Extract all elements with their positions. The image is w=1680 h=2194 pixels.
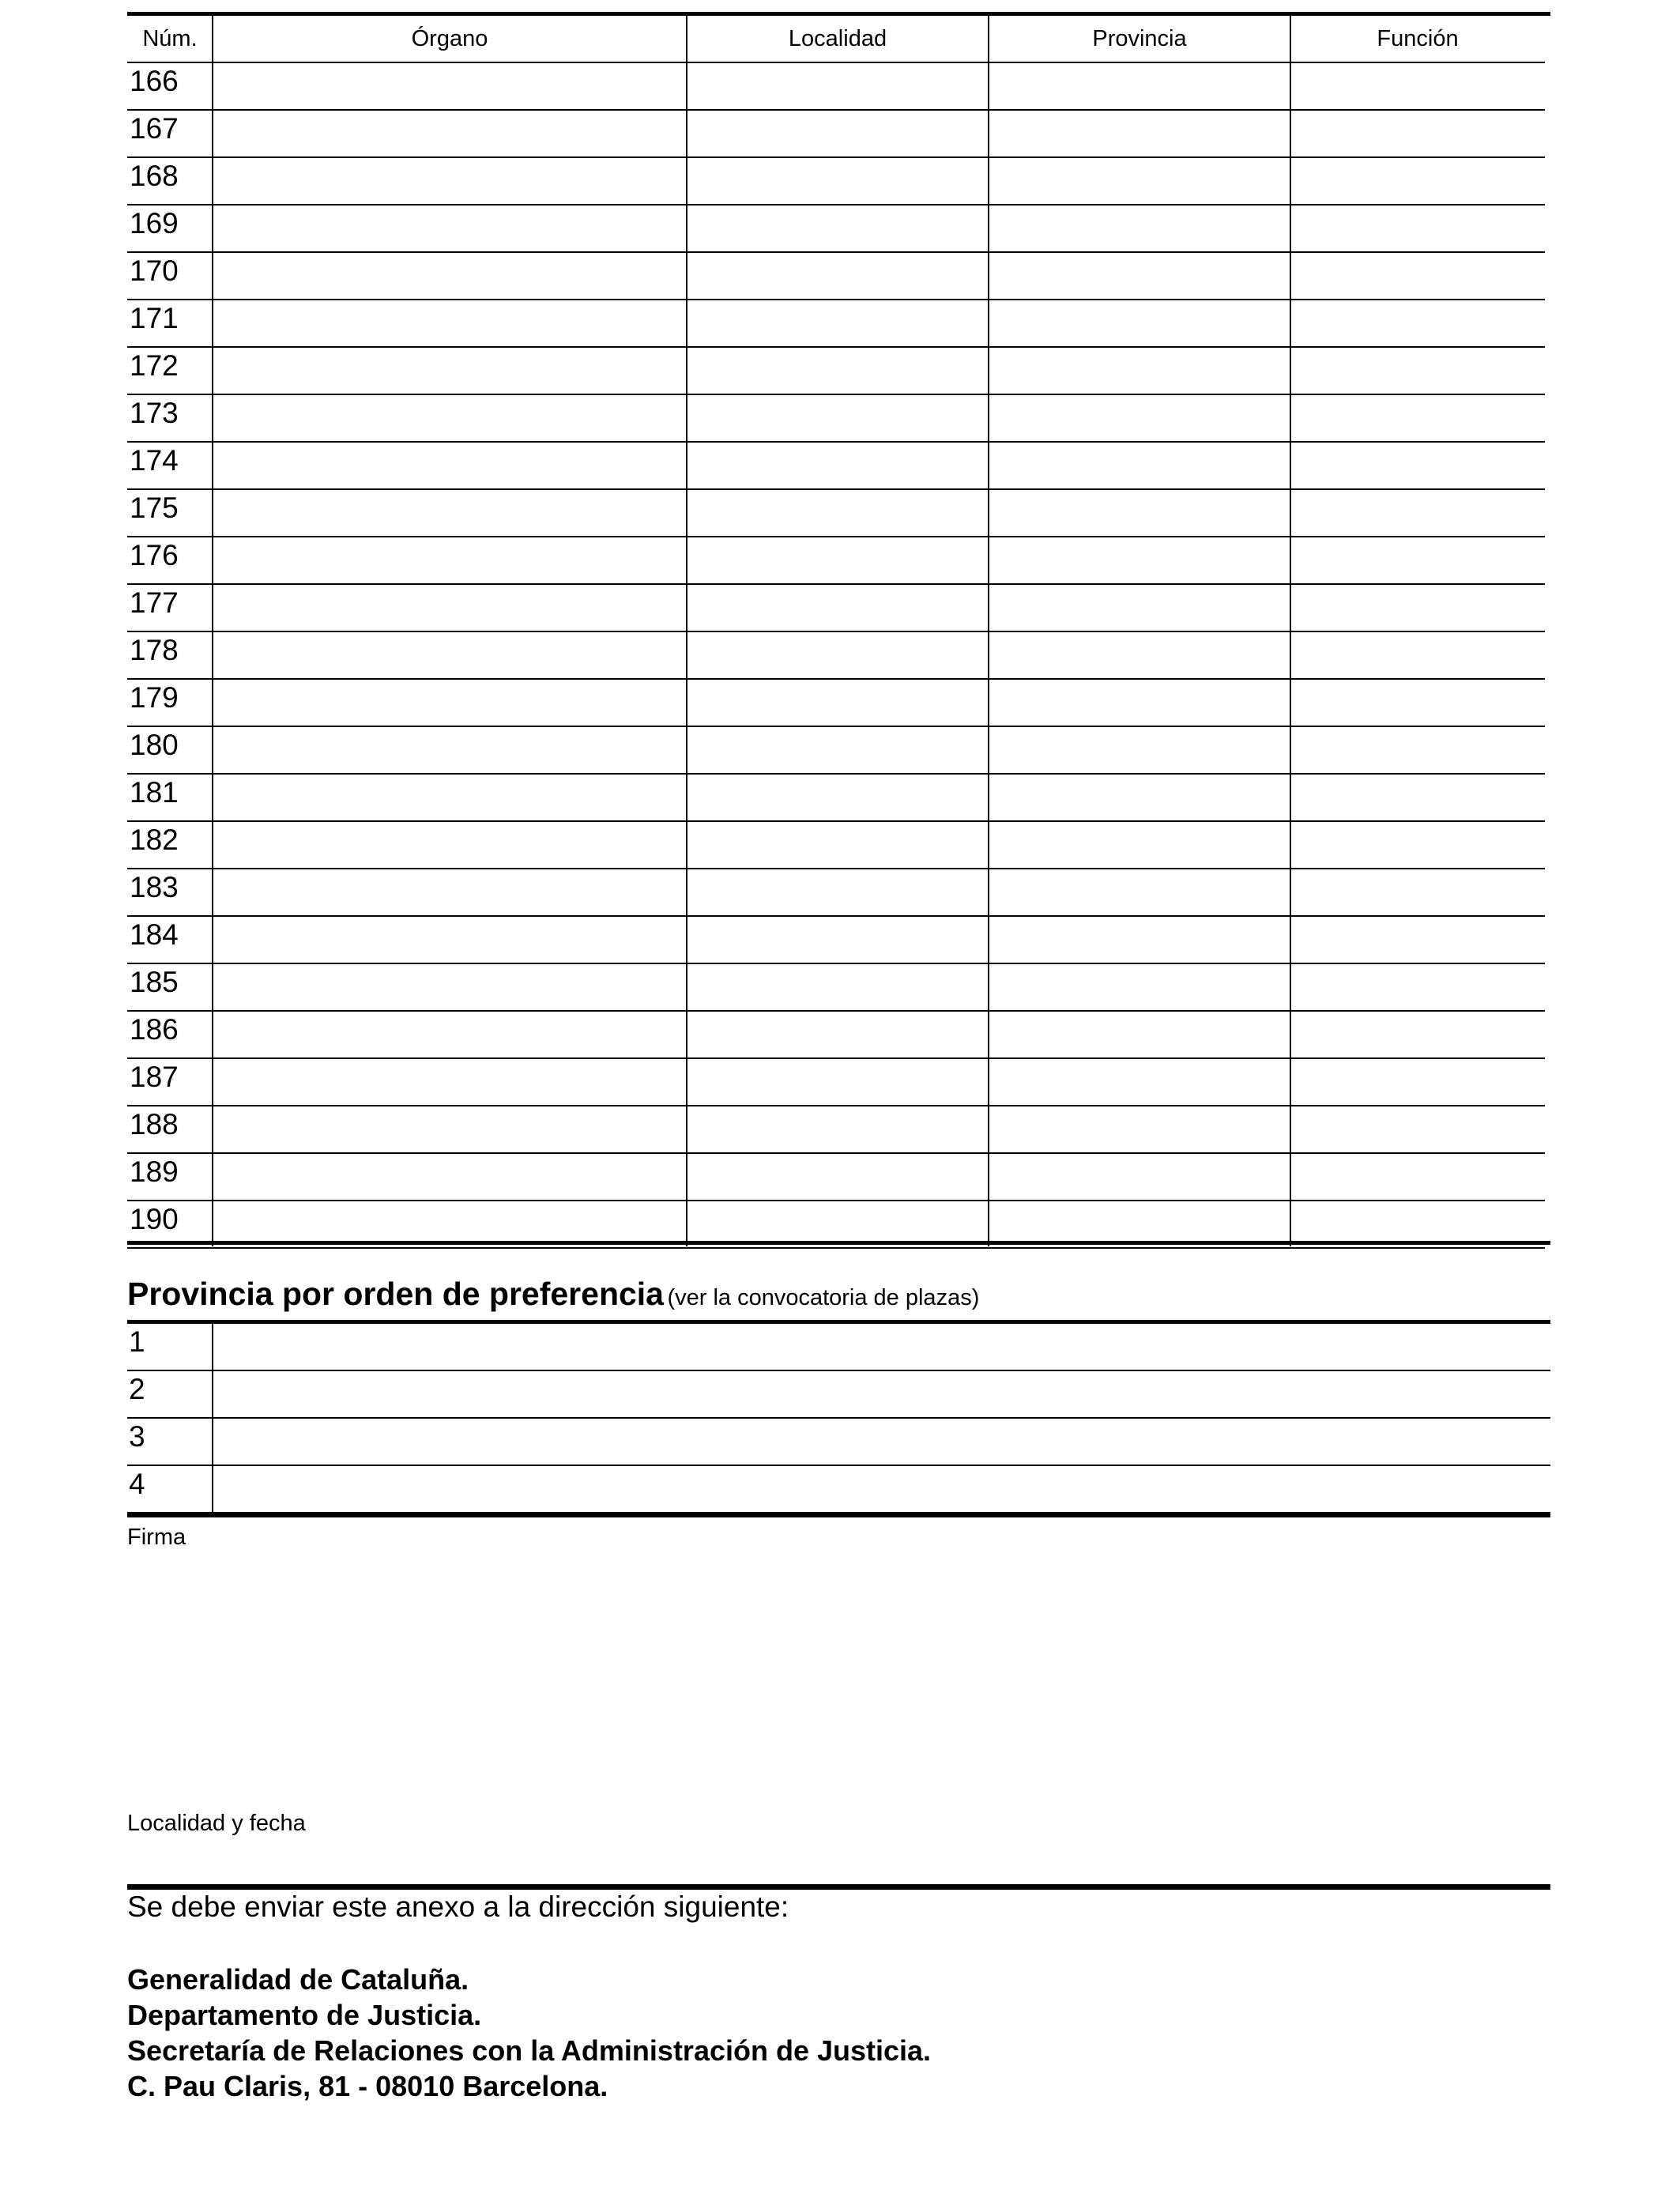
row-number: 175 — [130, 492, 179, 524]
localidad-cell[interactable] — [687, 490, 989, 536]
provincia-cell[interactable] — [989, 348, 1290, 394]
table-bottom-rule — [127, 1241, 1550, 1245]
provincia-row-number: 1 — [129, 1325, 145, 1358]
provincia-row-number: 2 — [129, 1373, 145, 1405]
funcion-cell[interactable] — [1290, 253, 1545, 299]
provincia-row-number: 3 — [129, 1420, 145, 1453]
row-number: 172 — [130, 349, 179, 382]
localidad-cell[interactable] — [687, 1154, 989, 1200]
localidad-cell[interactable] — [687, 869, 989, 915]
organo-cell[interactable] — [213, 632, 687, 678]
row-number: 180 — [130, 729, 179, 761]
localidad-cell[interactable] — [687, 964, 989, 1010]
funcion-cell[interactable] — [1290, 727, 1545, 773]
provincia-cell[interactable] — [989, 1106, 1290, 1152]
localidad-cell[interactable] — [687, 917, 989, 963]
funcion-cell[interactable] — [1290, 1106, 1545, 1152]
localidad-cell[interactable] — [687, 537, 989, 583]
table-row — [127, 1012, 1545, 1059]
table-row — [127, 443, 1545, 490]
organo-cell[interactable] — [213, 158, 687, 204]
table-row — [127, 917, 1545, 964]
row-number: 184 — [130, 918, 179, 951]
organo-cell[interactable] — [213, 775, 687, 820]
table-row — [127, 775, 1545, 822]
table-row — [127, 822, 1545, 869]
organo-cell[interactable] — [213, 443, 687, 488]
localidad-cell[interactable] — [687, 111, 989, 156]
funcion-cell[interactable] — [1290, 443, 1545, 488]
row-number: 185 — [130, 966, 179, 998]
table-header — [127, 16, 1545, 63]
provincia-section-title — [127, 1276, 979, 1313]
funcion-cell[interactable] — [1290, 869, 1545, 915]
row-number: 169 — [130, 207, 179, 239]
provincia-note: (ver la convocatoria de plazas) — [667, 1285, 980, 1310]
organo-cell[interactable] — [213, 1012, 687, 1057]
address-line: Departamento de Justicia. — [127, 1999, 482, 2031]
column-divider — [1290, 16, 1291, 1246]
localidad-cell[interactable] — [687, 1106, 989, 1152]
header-provincia: Provincia — [1092, 25, 1187, 51]
table-row — [127, 632, 1545, 680]
row-number: 178 — [130, 634, 179, 666]
table-row — [127, 490, 1545, 537]
funcion-cell[interactable] — [1290, 585, 1545, 631]
provincia-cell[interactable] — [989, 205, 1290, 251]
provincia-cell[interactable] — [989, 775, 1290, 820]
funcion-cell[interactable] — [1290, 300, 1545, 346]
localidad-cell[interactable] — [687, 395, 989, 441]
organo-cell[interactable] — [213, 300, 687, 346]
provincia-input-cell[interactable] — [213, 1324, 1550, 1370]
header-funcion: Función — [1377, 25, 1459, 51]
table-row — [127, 1106, 1545, 1154]
localidad-cell[interactable] — [687, 585, 989, 631]
table-row — [127, 63, 1545, 111]
row-number: 182 — [130, 824, 179, 856]
provincia-cell[interactable] — [989, 537, 1290, 583]
row-number: 183 — [130, 871, 179, 903]
provincia-input-cell[interactable] — [213, 1419, 1550, 1465]
provincia-cell[interactable] — [989, 300, 1290, 346]
provincia-cell[interactable] — [989, 680, 1290, 726]
provincia-cell[interactable] — [989, 490, 1290, 536]
row-number: 168 — [130, 160, 179, 192]
table-row — [127, 727, 1545, 775]
provincia-cell[interactable] — [989, 443, 1290, 488]
table-row — [127, 869, 1545, 917]
provincia-cell[interactable] — [989, 1012, 1290, 1057]
localidad-cell[interactable] — [687, 300, 989, 346]
funcion-cell[interactable] — [1290, 632, 1545, 678]
localidad-cell[interactable] — [687, 1012, 989, 1057]
column-divider — [212, 16, 213, 1246]
header-organo: Órgano — [411, 25, 488, 51]
table-row — [127, 1059, 1545, 1106]
organo-cell[interactable] — [213, 1154, 687, 1200]
table-row — [127, 395, 1545, 443]
row-number: 173 — [130, 397, 179, 429]
provincia-cell[interactable] — [989, 253, 1290, 299]
localidad-cell[interactable] — [687, 253, 989, 299]
provincia-cell[interactable] — [989, 822, 1290, 868]
row-number: 167 — [130, 112, 179, 145]
funcion-cell[interactable] — [1290, 205, 1545, 251]
provincia-cell[interactable] — [989, 964, 1290, 1010]
organo-cell[interactable] — [213, 111, 687, 156]
firma-label: Firma — [127, 1525, 186, 1550]
funcion-cell[interactable] — [1290, 822, 1545, 868]
organo-cell[interactable] — [213, 253, 687, 299]
provincia-row-number: 4 — [129, 1468, 145, 1500]
table-row — [127, 585, 1545, 632]
table-row — [127, 537, 1545, 585]
address-line: Generalidad de Cataluña. — [127, 1963, 469, 1996]
funcion-cell[interactable] — [1290, 964, 1545, 1010]
row-number: 189 — [130, 1155, 179, 1188]
table-row — [127, 964, 1545, 1012]
localidad-cell[interactable] — [687, 632, 989, 678]
localidad-cell[interactable] — [687, 205, 989, 251]
localidad-cell[interactable] — [687, 822, 989, 868]
table-row — [127, 253, 1545, 300]
address-top-rule — [127, 1884, 1550, 1890]
provincia-input-cell[interactable] — [213, 1466, 1550, 1512]
provincia-cell[interactable] — [989, 917, 1290, 963]
column-divider — [988, 16, 989, 1246]
funcion-cell[interactable] — [1290, 680, 1545, 726]
provincia-input-cell[interactable] — [213, 1371, 1550, 1417]
row-number: 166 — [130, 65, 179, 97]
table-row — [127, 348, 1545, 395]
provincia-cell[interactable] — [989, 395, 1290, 441]
provincia-cell[interactable] — [989, 727, 1290, 773]
localidad-cell[interactable] — [687, 348, 989, 394]
localidad-cell[interactable] — [687, 775, 989, 820]
funcion-cell[interactable] — [1290, 917, 1545, 963]
table-row — [127, 205, 1545, 253]
localidad-cell[interactable] — [687, 1059, 989, 1105]
localidad-cell[interactable] — [687, 727, 989, 773]
funcion-cell[interactable] — [1290, 348, 1545, 394]
funcion-cell[interactable] — [1290, 1059, 1545, 1105]
organo-cell[interactable] — [213, 680, 687, 726]
provincia-bottom-rule — [127, 1514, 1550, 1517]
organo-cell[interactable] — [213, 1059, 687, 1105]
table-row — [127, 300, 1545, 348]
provincia-cell[interactable] — [989, 1154, 1290, 1200]
funcion-cell[interactable] — [1290, 395, 1545, 441]
column-divider — [212, 1324, 213, 1514]
provincia-row — [127, 1371, 1550, 1419]
row-number: 177 — [130, 586, 179, 619]
organo-cell[interactable] — [213, 964, 687, 1010]
table-row — [127, 1154, 1545, 1201]
table-row — [127, 158, 1545, 205]
provincia-cell[interactable] — [989, 63, 1290, 109]
funcion-cell[interactable] — [1290, 537, 1545, 583]
address-line: C. Pau Claris, 81 - 08010 Barcelona. — [127, 2070, 608, 2102]
header-localidad: Localidad — [788, 25, 887, 51]
funcion-cell[interactable] — [1290, 1012, 1545, 1057]
provincia-cell[interactable] — [989, 585, 1290, 631]
organo-cell[interactable] — [213, 585, 687, 631]
localidad-fecha-label: Localidad y fecha — [127, 1811, 306, 1836]
provincia-cell[interactable] — [989, 158, 1290, 204]
organo-cell[interactable] — [213, 537, 687, 583]
provincia-cell[interactable] — [989, 111, 1290, 156]
row-number: 176 — [130, 539, 179, 571]
column-divider — [686, 16, 687, 1246]
funcion-cell[interactable] — [1290, 775, 1545, 820]
provincia-title: Provincia por orden de preferencia — [127, 1276, 664, 1312]
row-number: 188 — [130, 1108, 179, 1140]
table-row — [127, 111, 1545, 158]
row-number: 190 — [130, 1203, 179, 1235]
localidad-cell[interactable] — [687, 680, 989, 726]
funcion-cell[interactable] — [1290, 158, 1545, 204]
row-number: 181 — [130, 776, 179, 809]
provincia-cell[interactable] — [989, 632, 1290, 678]
localidad-cell[interactable] — [687, 63, 989, 109]
address-line: Secretaría de Relaciones con la Administración de Justicia. — [127, 2034, 932, 2067]
provincia-row — [127, 1466, 1550, 1514]
organo-cell[interactable] — [213, 490, 687, 536]
table-row — [127, 680, 1545, 727]
funcion-cell[interactable] — [1290, 111, 1545, 156]
provincia-cell[interactable] — [989, 1059, 1290, 1105]
localidad-cell[interactable] — [687, 443, 989, 488]
row-number: 186 — [130, 1013, 179, 1046]
organo-cell[interactable] — [213, 395, 687, 441]
row-number: 179 — [130, 681, 179, 714]
provincia-row — [127, 1324, 1550, 1371]
row-number: 187 — [130, 1061, 179, 1093]
organo-cell[interactable] — [213, 205, 687, 251]
address-intro: Se debe enviar este anexo a la dirección siguiente: — [127, 1891, 789, 1923]
row-number: 171 — [130, 302, 179, 334]
row-number: 174 — [130, 444, 179, 477]
organo-cell[interactable] — [213, 727, 687, 773]
localidad-cell[interactable] — [687, 158, 989, 204]
funcion-cell[interactable] — [1290, 1154, 1545, 1200]
organo-cell[interactable] — [213, 917, 687, 963]
row-number: 170 — [130, 254, 179, 287]
provincia-row — [127, 1419, 1550, 1466]
funcion-cell[interactable] — [1290, 63, 1545, 109]
organo-cell[interactable] — [213, 1106, 687, 1152]
provincia-cell[interactable] — [989, 869, 1290, 915]
funcion-cell[interactable] — [1290, 490, 1545, 536]
organo-cell[interactable] — [213, 822, 687, 868]
organo-cell[interactable] — [213, 869, 687, 915]
header-num: Núm. — [142, 25, 198, 51]
organo-cell[interactable] — [213, 63, 687, 109]
organo-cell[interactable] — [213, 348, 687, 394]
